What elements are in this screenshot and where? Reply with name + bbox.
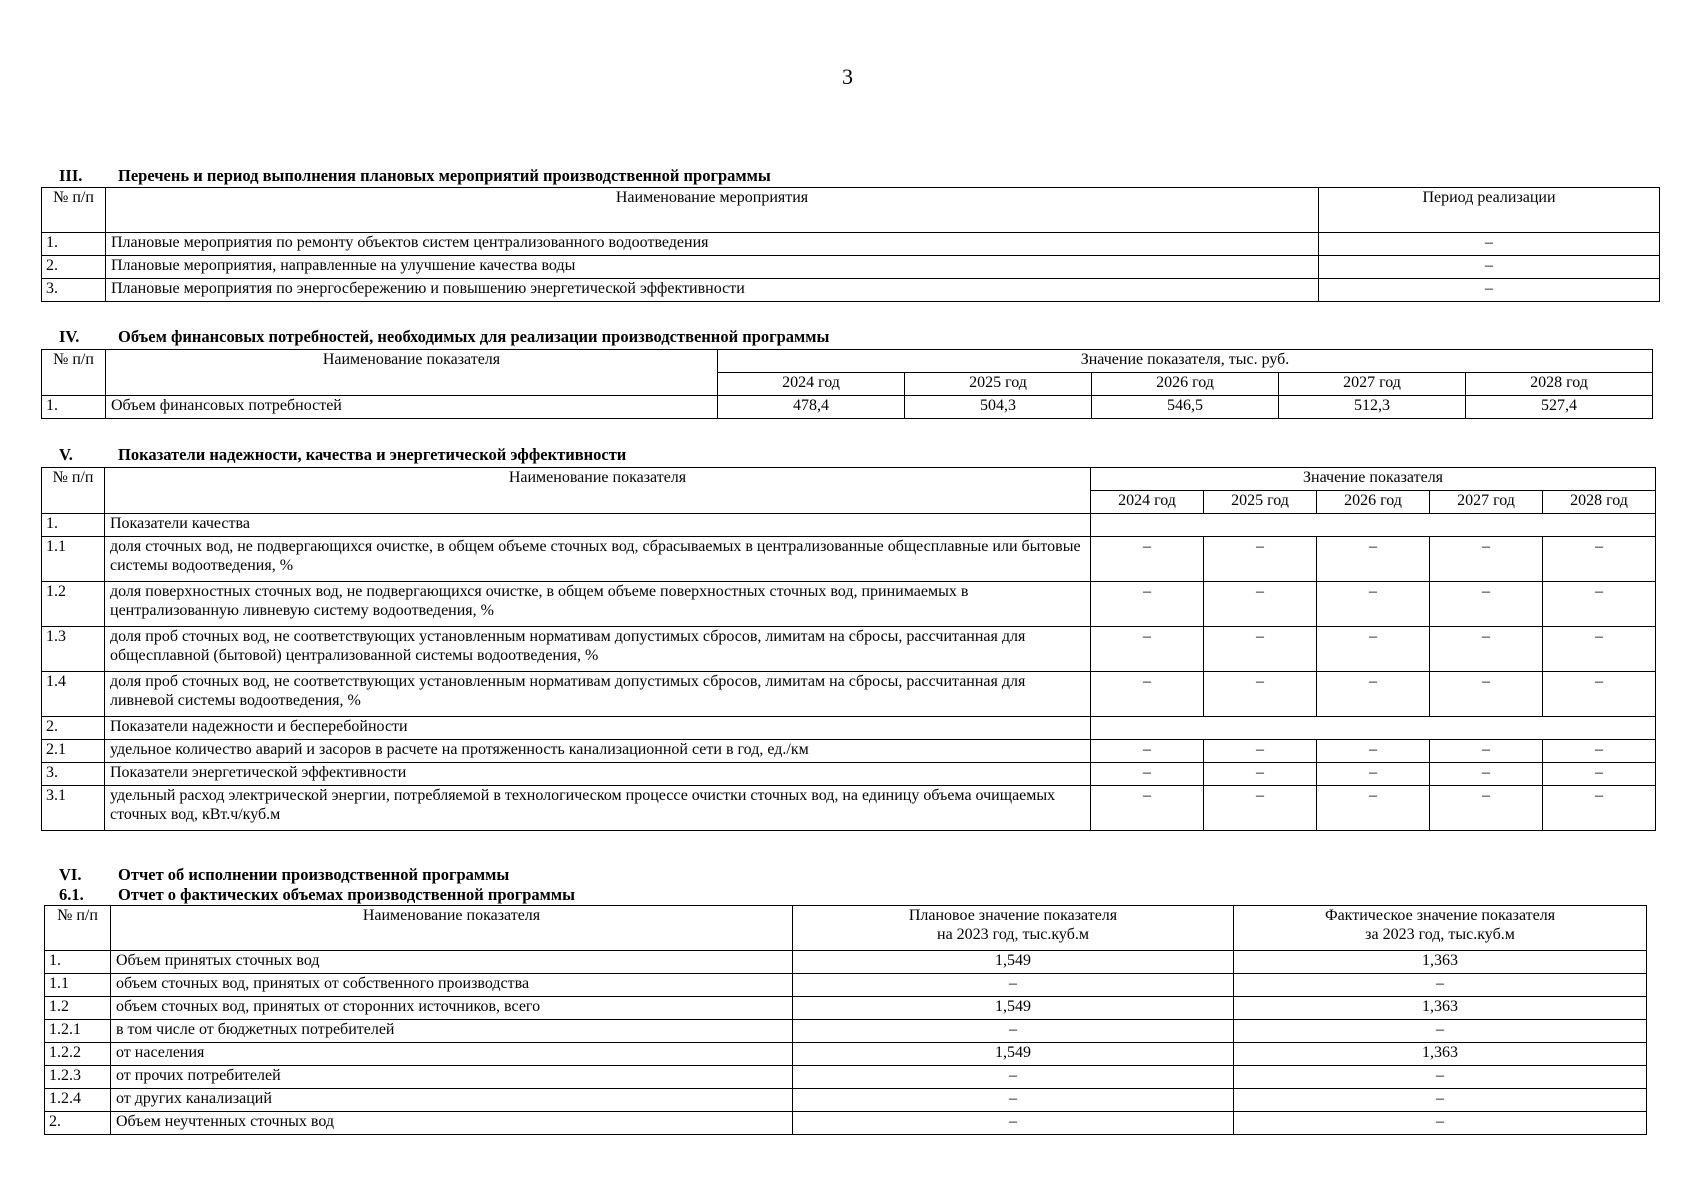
table-row <box>42 717 1656 740</box>
row-name: Плановые мероприятия по энергосбережению и повышению энергетической эффективности <box>106 279 1319 302</box>
row-no: 3.1 <box>42 786 105 831</box>
row-no: 1.3 <box>42 627 105 672</box>
table-row <box>42 396 1653 419</box>
row-value: – <box>1204 740 1317 763</box>
row-value: 527,4 <box>1466 396 1653 419</box>
year-header: 2026 год <box>1317 491 1430 514</box>
row-empty-values <box>1091 514 1656 537</box>
row-value: – <box>1091 740 1204 763</box>
section-6-1-title: Отчет о фактических объемах производственной программы <box>118 885 576 904</box>
table-row <box>45 997 1647 1020</box>
section-5-table <box>41 467 1656 831</box>
table-row <box>45 1089 1647 1112</box>
row-no: 1. <box>45 951 111 974</box>
row-no: 2.1 <box>42 740 105 763</box>
section-3-heading <box>59 166 771 185</box>
row-value: 512,3 <box>1279 396 1466 419</box>
section-6-heading <box>59 865 510 884</box>
row-name: Объем принятых сточных вод <box>111 951 793 974</box>
row-name: доля проб сточных вод, не соответствующих установленным нормативам допустимых сбросов, лимитам на сбросы, рассчитанная для общесплавной (бытовой) централизованной системы водоотведения, % <box>105 627 1091 672</box>
row-value: – <box>1204 537 1317 582</box>
section-5-heading <box>59 445 627 464</box>
row-fact: – <box>1234 1066 1647 1089</box>
section-4-title: Объем финансовых потребностей, необходимых для реализации производственной программы <box>118 327 830 346</box>
year-header: 2028 год <box>1466 373 1653 396</box>
year-header: 2028 год <box>1543 491 1656 514</box>
row-value: – <box>1317 763 1430 786</box>
row-value: – <box>1317 672 1430 717</box>
section-6-table <box>44 905 1647 1135</box>
header-name: Наименование показателя <box>106 350 718 396</box>
row-no: 1.2 <box>45 997 111 1020</box>
row-name: Показатели энергетической эффективности <box>105 763 1091 786</box>
table-row <box>42 786 1656 831</box>
row-name: Плановые мероприятия по ремонту объектов систем централизованного водоотведения <box>106 233 1319 256</box>
row-value: – <box>1204 763 1317 786</box>
row-value: – <box>1091 786 1204 831</box>
row-name: доля поверхностных сточных вод, не подвергающихся очистке, в общем объеме поверхностных сточных вод, принимаемых в централизованную ливневую систему водоотведения, % <box>105 582 1091 627</box>
row-value: – <box>1317 786 1430 831</box>
table-row <box>45 974 1647 997</box>
row-fact: – <box>1234 1089 1647 1112</box>
table-row <box>42 740 1656 763</box>
table-row <box>45 951 1647 974</box>
table-row <box>45 1020 1647 1043</box>
row-period: – <box>1319 279 1660 302</box>
row-name: от населения <box>111 1043 793 1066</box>
header-no: № п/п <box>42 188 106 233</box>
row-plan: – <box>793 974 1234 997</box>
row-value: – <box>1430 537 1543 582</box>
row-value: – <box>1543 627 1656 672</box>
year-header: 2027 год <box>1430 491 1543 514</box>
section-5-title: Показатели надежности, качества и энергетической эффективности <box>118 445 627 464</box>
row-no: 3. <box>42 763 105 786</box>
row-value: – <box>1317 537 1430 582</box>
row-fact: 1,363 <box>1234 951 1647 974</box>
row-value: – <box>1430 740 1543 763</box>
row-plan: – <box>793 1020 1234 1043</box>
header-value: Значение показателя, тыс. руб. <box>718 350 1653 373</box>
row-value: – <box>1204 582 1317 627</box>
section-4-number: IV. <box>59 327 80 346</box>
row-name: удельный расход электрической энергии, потребляемой в технологическом процессе очистки сточных вод, на единицу объема очищаемых сточных вод, кВт.ч/куб.м <box>105 786 1091 831</box>
row-value: – <box>1430 672 1543 717</box>
row-value: – <box>1091 582 1204 627</box>
table-row <box>42 256 1660 279</box>
row-plan: 1,549 <box>793 1043 1234 1066</box>
row-value: – <box>1543 537 1656 582</box>
row-name: объем сточных вод, принятых от собственного производства <box>111 974 793 997</box>
header-name: Наименование мероприятия <box>106 188 1319 233</box>
row-value: – <box>1543 763 1656 786</box>
table-row <box>42 233 1660 256</box>
header-name: Наименование показателя <box>105 468 1091 514</box>
section-6-number: VI. <box>59 865 82 884</box>
row-name: в том числе от бюджетных потребителей <box>111 1020 793 1043</box>
row-no: 1.2.1 <box>45 1020 111 1043</box>
row-plan: 1,549 <box>793 997 1234 1020</box>
row-no: 2. <box>45 1112 111 1135</box>
row-period: – <box>1319 256 1660 279</box>
row-value: – <box>1317 582 1430 627</box>
year-header: 2027 год <box>1279 373 1466 396</box>
row-name: от других канализаций <box>111 1089 793 1112</box>
row-plan: – <box>793 1066 1234 1089</box>
row-period: – <box>1319 233 1660 256</box>
row-no: 1.2.3 <box>45 1066 111 1089</box>
row-name: доля сточных вод, не подвергающихся очистке, в общем объеме сточных вод, сбрасываемых в централизованные общесплавные или бытовые системы водоотведения, % <box>105 537 1091 582</box>
table-row <box>42 582 1656 627</box>
row-fact: – <box>1234 1020 1647 1043</box>
page-number: 3 <box>842 64 853 89</box>
row-no: 2. <box>42 256 106 279</box>
row-plan: – <box>793 1112 1234 1135</box>
row-no: 1.1 <box>45 974 111 997</box>
row-no: 1.2.2 <box>45 1043 111 1066</box>
year-header: 2024 год <box>718 373 905 396</box>
section-4-table <box>41 349 1653 419</box>
row-no: 1.2 <box>42 582 105 627</box>
section-3-title: Перечень и период выполнения плановых мероприятий производственной программы <box>118 166 771 185</box>
row-no: 1.2.4 <box>45 1089 111 1112</box>
row-value: – <box>1430 763 1543 786</box>
year-header: 2024 год <box>1091 491 1204 514</box>
row-value: – <box>1543 582 1656 627</box>
table-row <box>42 537 1656 582</box>
section-3-table <box>41 187 1660 302</box>
row-value: – <box>1430 627 1543 672</box>
row-value: – <box>1204 627 1317 672</box>
table-row <box>42 763 1656 786</box>
header-fact-line-2: за 2023 год, тыс.куб.м <box>1365 926 1515 943</box>
year-header: 2025 год <box>905 373 1092 396</box>
row-name: от прочих потребителей <box>111 1066 793 1089</box>
row-name: Объем неучтенных сточных вод <box>111 1112 793 1135</box>
row-value: 546,5 <box>1092 396 1279 419</box>
section-5-number: V. <box>59 445 73 464</box>
table-row <box>42 672 1656 717</box>
row-value: – <box>1430 786 1543 831</box>
row-fact: – <box>1234 1112 1647 1135</box>
row-value: – <box>1543 786 1656 831</box>
row-no: 1. <box>42 396 106 419</box>
row-name: удельное количество аварий и засоров в расчете на протяженность канализационной сети в год, ед./км <box>105 740 1091 763</box>
row-value: – <box>1317 627 1430 672</box>
row-no: 1. <box>42 514 105 537</box>
table-row <box>42 627 1656 672</box>
row-name: объем сточных вод, принятых от сторонних источников, всего <box>111 997 793 1020</box>
row-value: – <box>1543 740 1656 763</box>
row-empty-values <box>1091 717 1656 740</box>
row-name: Плановые мероприятия, направленные на улучшение качества воды <box>106 256 1319 279</box>
header-no: № п/п <box>42 350 106 396</box>
row-no: 1.1 <box>42 537 105 582</box>
table-row <box>42 514 1656 537</box>
section-3-number: III. <box>59 166 83 185</box>
row-value: 504,3 <box>905 396 1092 419</box>
row-no: 1. <box>42 233 106 256</box>
table-row <box>45 1043 1647 1066</box>
year-header: 2025 год <box>1204 491 1317 514</box>
section-6-1-heading <box>59 885 576 904</box>
header-fact-line-1: Фактическое значение показателя <box>1324 907 1556 924</box>
row-name: Показатели надежности и бесперебойности <box>105 717 1091 740</box>
row-name: доля проб сточных вод, не соответствующих установленным нормативам допустимых сбросов, лимитам на сбросы, рассчитанная для ливневой системы водоотведения, % <box>105 672 1091 717</box>
row-no: 2. <box>42 717 105 740</box>
header-fact <box>1234 906 1647 951</box>
header-no: № п/п <box>45 906 111 951</box>
section-6-title: Отчет об исполнении производственной программы <box>118 865 510 884</box>
section-6-1-number: 6.1. <box>59 885 84 904</box>
row-name: Показатели качества <box>105 514 1091 537</box>
row-value: – <box>1091 537 1204 582</box>
row-value: 478,4 <box>718 396 905 419</box>
header-plan-line-2: на 2023 год, тыс.куб.м <box>937 926 1089 943</box>
row-no: 3. <box>42 279 106 302</box>
table-row <box>45 1112 1647 1135</box>
row-value: – <box>1430 582 1543 627</box>
row-plan: – <box>793 1089 1234 1112</box>
header-period: Период реализации <box>1319 188 1660 233</box>
table-row <box>45 1066 1647 1089</box>
row-value: – <box>1317 740 1430 763</box>
header-no: № п/п <box>42 468 105 514</box>
row-value: – <box>1091 672 1204 717</box>
section-4-heading <box>59 327 830 346</box>
header-name: Наименование показателя <box>111 906 793 951</box>
row-fact: – <box>1234 974 1647 997</box>
row-plan: 1,549 <box>793 951 1234 974</box>
row-no: 1.4 <box>42 672 105 717</box>
row-value: – <box>1204 786 1317 831</box>
header-plan <box>793 906 1234 951</box>
header-plan-line-1: Плановое значение показателя <box>908 907 1118 924</box>
table-row <box>42 279 1660 302</box>
row-value: – <box>1543 672 1656 717</box>
row-fact: 1,363 <box>1234 1043 1647 1066</box>
header-value: Значение показателя <box>1091 468 1656 491</box>
row-value: – <box>1091 627 1204 672</box>
row-value: – <box>1204 672 1317 717</box>
row-fact: 1,363 <box>1234 997 1647 1020</box>
row-name: Объем финансовых потребностей <box>106 396 718 419</box>
row-value: – <box>1091 763 1204 786</box>
year-header: 2026 год <box>1092 373 1279 396</box>
